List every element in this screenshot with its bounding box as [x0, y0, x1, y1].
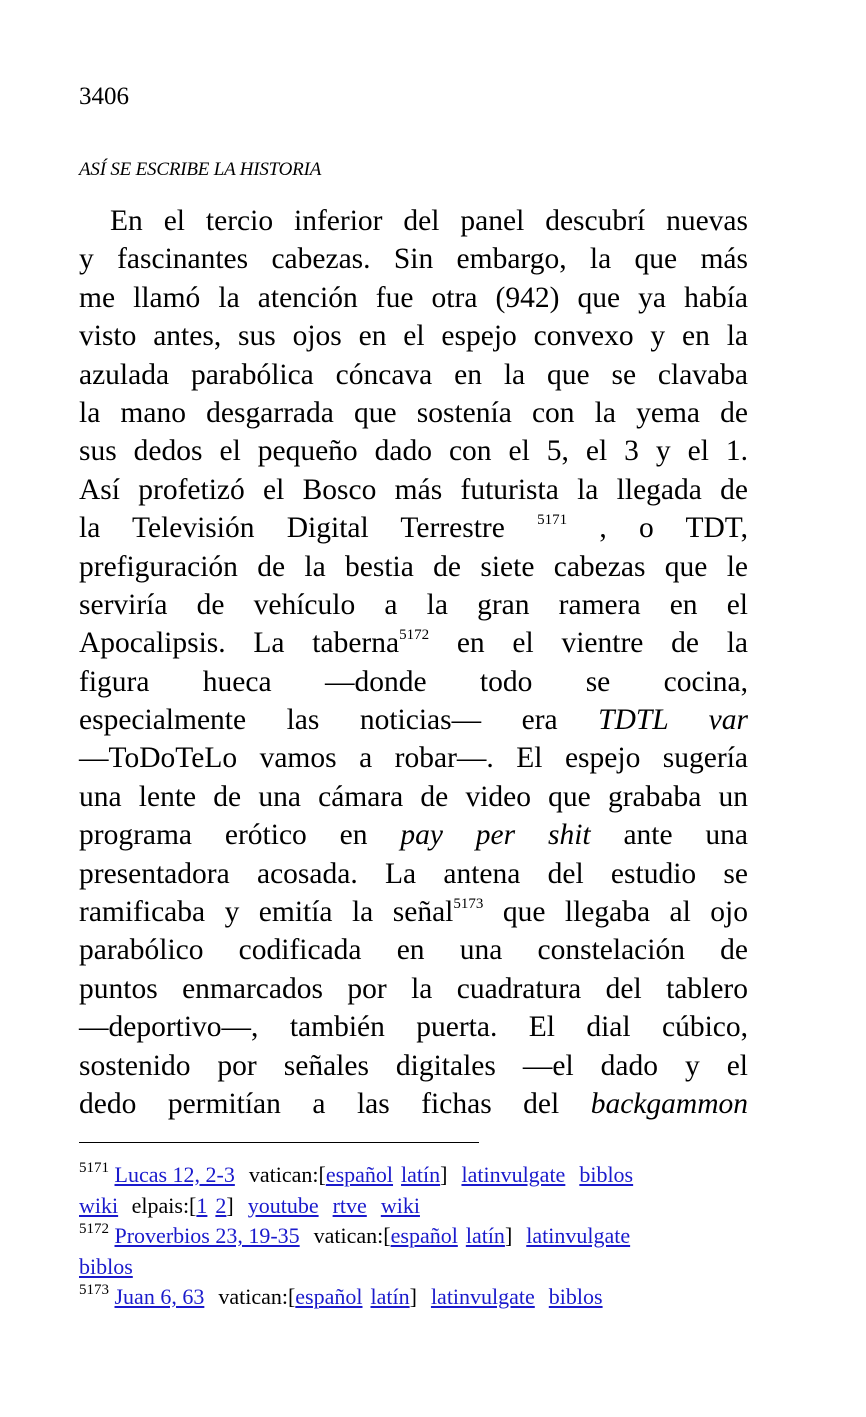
footnote-ref-5173: 5173 — [453, 896, 484, 913]
footnote-ref-link[interactable]: Juan 6, 63 — [114, 1284, 205, 1309]
footnote-ref-5172: 5172 — [399, 627, 430, 644]
footnote-ref-link[interactable]: Proverbios 23, 19-35 — [114, 1223, 300, 1248]
text-line: serviría de vehículo a la gran ramera en el — [79, 588, 748, 621]
italic-text: pay per shit — [400, 819, 591, 852]
running-title: ASÍ SE ESCRIBE LA HISTORIA — [79, 159, 322, 180]
text-line — [79, 893, 748, 931]
wiki-link[interactable]: wiki — [79, 1192, 119, 1218]
text-line: sostenido por señales digitales —el dado y el — [79, 1049, 748, 1082]
text-fragment: , o TDT, — [599, 512, 748, 545]
italic-text: TDTL var — [598, 704, 748, 737]
footnote-line — [79, 1252, 759, 1283]
italic-text: backgammon — [590, 1087, 748, 1120]
text-line: Así profetizó el Bosco más futurista la llegada de — [79, 473, 748, 506]
text-line: —ToDoTeLo vamos a robar—. El espejo sugería — [79, 742, 748, 775]
vatican-prefix: vatican:[ — [248, 1162, 326, 1187]
footnote-line — [79, 1191, 759, 1222]
footnote-line — [79, 1160, 759, 1191]
latinvulgate-link[interactable]: latinvulgate — [526, 1223, 631, 1248]
text-fragment: ramificaba y emitía la señal — [79, 896, 454, 929]
youtube-link[interactable]: youtube — [247, 1192, 319, 1218]
bracket-close: ] — [504, 1223, 513, 1248]
footnote-ref-5171: 5171 — [537, 512, 568, 529]
footnote-number: 5171 — [79, 1160, 109, 1176]
bracket-close: ] — [440, 1162, 448, 1187]
text-line: prefiguración de la bestia de siete cabezas que le — [79, 550, 748, 583]
text-fragment: programa erótico en — [79, 819, 368, 852]
text-fragment: la Televisión Digital Terrestre — [79, 512, 505, 545]
footnote-ref-link[interactable]: Lucas 12, 2-3 — [114, 1162, 235, 1187]
text-line: la mano desgarrada que sostenía con la yema de — [79, 396, 748, 429]
text-line: me llamó la atención fue otra (942) que ya había — [79, 281, 748, 314]
text-fragment: dedo permitían a las fichas del — [79, 1087, 560, 1120]
text-line — [79, 624, 748, 662]
vatican-latin-link[interactable]: latín — [370, 1284, 410, 1309]
body-text — [79, 202, 748, 1123]
vatican-latin-link[interactable]: latín — [401, 1162, 441, 1187]
text-line: —deportivo—, también puerta. El dial cúbico, — [79, 1011, 748, 1044]
footnote-number: 5172 — [79, 1221, 109, 1237]
text-line: una lente de una cámara de video que grababa un — [79, 780, 748, 813]
text-line: En el tercio inferior del panel descubrí nuevas — [110, 205, 748, 237]
vatican-espanol-link[interactable]: español — [390, 1223, 458, 1248]
footnote-line — [79, 1221, 759, 1252]
vatican-latin-link[interactable]: latín — [465, 1223, 505, 1248]
bracket-close: ] — [409, 1284, 417, 1309]
text-line — [79, 509, 748, 547]
text-line: visto antes, sus ojos en el espejo convexo y en la — [79, 320, 748, 353]
text-fragment: en el vientre de la — [456, 627, 748, 660]
biblos-link[interactable]: biblos — [579, 1162, 634, 1187]
text-fragment: ante una — [623, 819, 749, 852]
text-fragment: Apocalipsis. La taberna — [79, 627, 400, 660]
vatican-prefix: vatican:[ — [313, 1223, 391, 1248]
text-line — [79, 816, 748, 854]
page-number: 3406 — [79, 83, 129, 110]
vatican-prefix: vatican:[ — [218, 1284, 296, 1309]
biblos-link[interactable]: biblos — [548, 1284, 603, 1309]
vatican-espanol-link[interactable]: español — [295, 1284, 363, 1309]
elpais-prefix: elpais:[ — [131, 1192, 197, 1218]
footnote-line — [79, 1282, 759, 1313]
rtve-link[interactable]: rtve — [332, 1192, 367, 1218]
text-line: sus dedos el pequeño dado con el 5, el 3 y el 1. — [79, 435, 748, 468]
latinvulgate-link[interactable]: latinvulgate — [430, 1284, 535, 1309]
vatican-espanol-link[interactable]: español — [325, 1162, 394, 1187]
text-line — [79, 701, 748, 739]
elpais-link-2[interactable]: 2 — [215, 1192, 227, 1218]
bracket-close: ] — [226, 1192, 234, 1218]
text-line — [79, 1085, 748, 1123]
text-fragment: que llegaba al ojo — [502, 896, 748, 929]
footnote-divider — [79, 1142, 479, 1143]
latinvulgate-link[interactable]: latinvulgate — [461, 1162, 566, 1187]
elpais-link-1[interactable]: 1 — [196, 1192, 208, 1218]
biblos-link[interactable]: biblos — [79, 1253, 133, 1279]
footnotes — [79, 1160, 759, 1313]
text-line: puntos enmarcados por la cuadratura del tablero — [79, 972, 748, 1005]
text-line: parabólico codificada en una constelación de — [79, 934, 748, 967]
wiki-link[interactable]: wiki — [380, 1192, 420, 1218]
text-fragment: especialmente las noticias— era — [79, 704, 558, 737]
footnote-number: 5173 — [79, 1282, 109, 1298]
text-line: azulada parabólica cóncava en la que se clavaba — [79, 358, 748, 391]
text-line: figura hueca —donde todo se cocina, — [79, 665, 748, 698]
text-line: y fascinantes cabezas. Sin embargo, la que más — [79, 243, 748, 276]
text-line: presentadora acosada. La antena del estudio se — [79, 857, 748, 890]
